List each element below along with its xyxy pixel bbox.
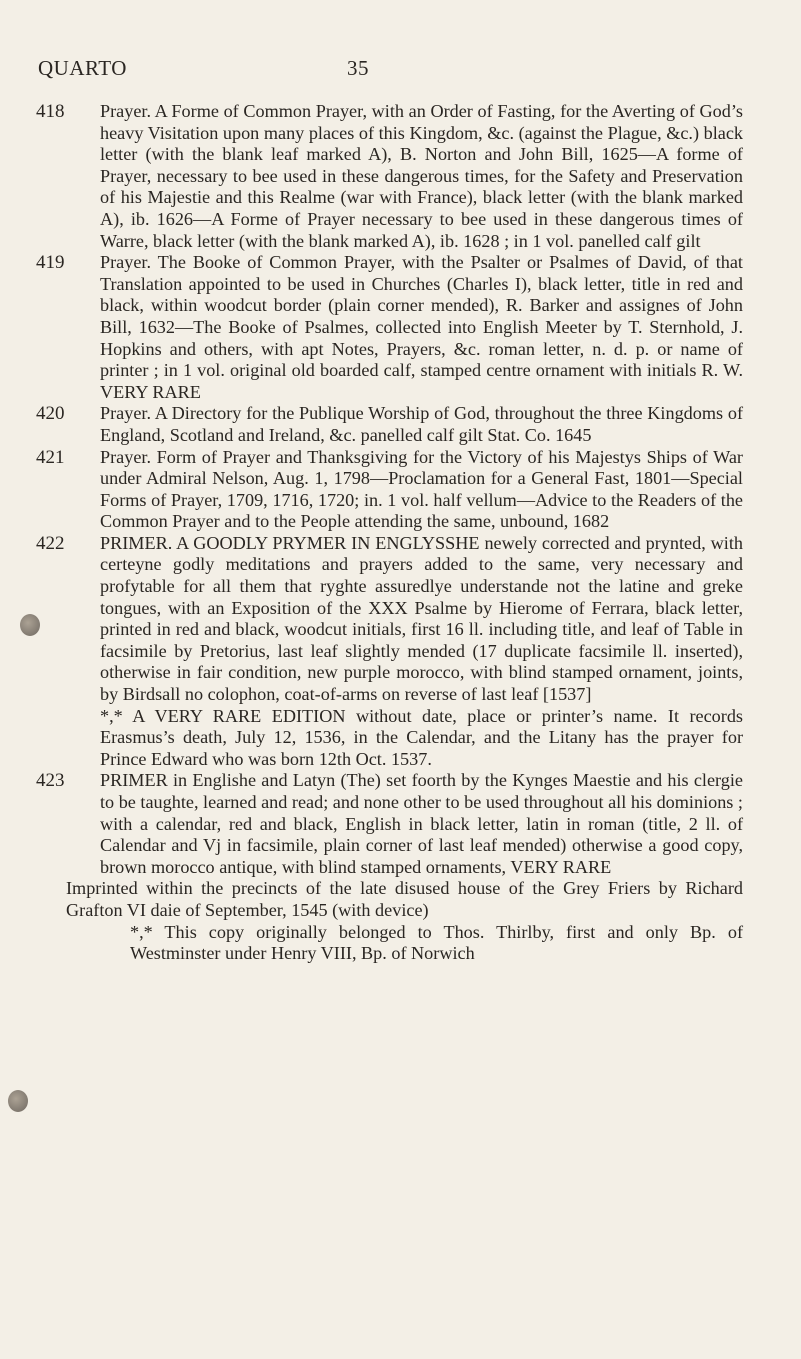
lot-imprint-423: Imprinted within the precincts of the late disused house of the Grey Friers by Richard Grafton VI daie of September, 1545 (with device) — [66, 878, 743, 920]
lot-number: 420 — [36, 403, 65, 425]
margin-mark-icon — [20, 614, 40, 636]
lot-number: 419 — [36, 252, 65, 274]
catalogue-entry-423 — [36, 770, 743, 878]
lot-description: Prayer. A Directory for the Publique Worship of God, throughout the three Kingdoms of England, Scotland and Ireland, &c. panelled calf gilt Stat. Co. 1645 — [100, 403, 743, 445]
running-head — [36, 56, 743, 81]
catalogue-entry-421 — [36, 447, 743, 533]
running-head-title: QUARTO — [38, 56, 127, 80]
catalogue-entry-420 — [36, 403, 743, 446]
page-number: 35 — [347, 56, 369, 80]
catalogue-entry-422 — [36, 533, 743, 706]
lot-note-422: *,* A VERY RARE EDITION without date, place or printer’s name. It records Erasmus’s death, July 12, 1536, in the Calendar, and the Litany has the prayer for Prince Edward who was born 12th Oct. 1537. — [100, 705, 743, 769]
lot-description: PRIMER in Englishe and Latyn (The) set foorth by the Kynges Maestie and his clergie to be taughte, learned and read; and none other to be used throughout all his dominions ; with a calendar, red and black, English in black letter, latin in roman (title, 2 ll. of Calendar and Vj in facsimile, plain corner of last leaf mended) otherwise a good copy, brown morocco antique, with blind stamped ornaments, VERY RARE — [100, 770, 743, 877]
lot-description: Prayer. A Forme of Common Prayer, with an Order of Fasting, for the Averting of God’s heavy Visitation upon many places of this Kingdom, &c. (against the Plague, &c.) black letter (with the blank leaf marked A), B. Norton and John Bill, 1625—A forme of Prayer, necessary to bee used in these dangerous times, for the Safety and Preservation of his Majestie and this Realme (war with France), black letter (with the blank marked A), ib. 1626—A Forme of Prayer necessary to bee used in these dangerous times of Warre, black letter (with the blank marked A), ib. 1628 ; in 1 vol. panelled calf gilt — [100, 101, 743, 251]
lot-description: PRIMER. A GOODLY PRYMER IN ENGLYSSHE newely corrected and prynted, with certeyne godly meditations and prayers added to the same, very necessary and profytable for all them that ryghte assuredlye understande not the latine and greke tongues, with an Exposition of the XXX Psalme by Hierome of Ferrara, black letter, printed in red and black, woodcut initials, first 16 ll. including title, and leaf of Table in facsimile by Pretorius, last leaf slightly mended (17 duplicate facsimile ll. inserted), otherwise in fair condition, new purple morocco, with blind stamped ornament, joints, by Birdsall no colophon, coat-of-arms on reverse of last leaf [1537] — [100, 532, 743, 705]
lot-description: Prayer. The Booke of Common Prayer, with the Psalter or Psalmes of David, of that Translation appointed to be used in Churches (Charles I), black letter, title in red and black, within woodcut border (plain corner mended), R. Barker and assignes of John Bill, 1632—The Booke of Psalmes, collected into English Meeter by T. Sternhold, J. Hopkins and others, with apt Notes, Prayers, &c. roman letter, n. d. p. or name of printer ; in 1 vol. original old boarded calf, stamped centre ornament with initials R. W. VERY RARE — [100, 252, 743, 402]
lot-number: 418 — [36, 101, 65, 122]
margin-mark-icon — [8, 1090, 28, 1112]
lot-note-423: *,* This copy originally belonged to Thos. Thirlby, first and only Bp. of Westminster under Henry VIII, Bp. of Norwich — [130, 921, 743, 964]
lot-number: 421 — [36, 446, 65, 468]
lot-description: Prayer. Form of Prayer and Thanksgiving for the Victory of his Majestys Ships of War under Admiral Nelson, Aug. 1, 1798—Proclamation for a General Fast, 1801—Special Forms of Prayer, 1709, 1716, 1720; in. 1 vol. half vellum—Advice to the Readers of the Common Prayer and to the People attending the same, unbound, 1682 — [100, 446, 743, 532]
lot-number: 422 — [36, 532, 65, 554]
lot-number: 423 — [36, 770, 65, 792]
catalogue-entry-419 — [36, 252, 743, 403]
catalogue-entry-418 — [36, 101, 743, 252]
